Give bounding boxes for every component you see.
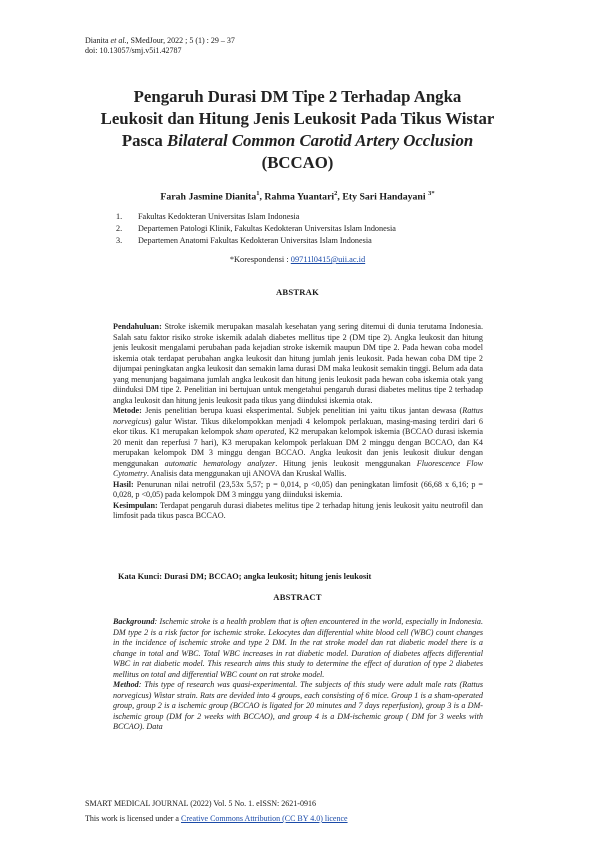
citation-details: SMedJour, 2022 ; 5 (1) : 29 – 37: [128, 36, 235, 45]
title-line-3-italic: Bilateral Common Carotid Artery Occlusion: [167, 131, 474, 150]
affiliation-item: [116, 224, 536, 235]
abstract-body: [113, 617, 483, 733]
pendahuluan-label: Pendahuluan:: [113, 322, 162, 331]
sham-term: sham operated: [235, 427, 285, 436]
title-line-2: Leukosit dan Hitung Jenis Leukosit Pada Tikus Wistar: [100, 109, 495, 128]
metode-text: . Hitung jenis leukosit menggunakan: [275, 458, 417, 468]
abstrak-pendahuluan: [113, 322, 483, 406]
background-label: Background: [113, 617, 155, 626]
affiliation-text: Departemen Patologi Klinik, Fakultas Kedokteran Universitas Islam Indonesia: [138, 224, 396, 233]
title-line-1: Pengaruh Durasi DM Tipe 2 Terhadap Angka: [133, 87, 462, 106]
license-link[interactable]: Creative Commons Attribution (CC BY 4.0) licence: [180, 814, 348, 823]
keywords: Kata Kunci: Durasi DM; BCCAO; angka leukosit; hitung jenis leukosit: [118, 572, 372, 581]
citation-etal: et al.,: [110, 36, 129, 45]
author-separator: ,: [259, 191, 265, 203]
paper-title: [60, 86, 535, 174]
author-list: [60, 190, 535, 202]
author-affiliation-mark: 2: [334, 190, 338, 197]
abstrak-kesimpulan: [113, 501, 483, 522]
author-separator: ,: [337, 191, 343, 203]
method-text: : This type of research was quasi-experimental. The subjects of this study were adult male rats (Rattus norvegicus) Wistar strain. Rats are devided into 4 groups, each consisting of 6 mice. Group 1 is a sham-operated group, group 2 is a ischemic group (BCCAO is ligated for 20 minutes and 7 days reperfusion), group 3 is a DM-ischemic group (DM for 2 weeks with BCCAO), and group 4 is a DM-ischemic group ( DM for 3 weeks with BCCAO). Data: [113, 680, 483, 731]
method-label: Method: [113, 680, 139, 689]
affiliation-number: 3.: [116, 236, 123, 245]
hasil-text: Penurunan nilai netrofil (23,53x 5,57; p = 0,014, p <0,05) dan peningkatan limfosit (66,68 x 6,16; p = 0,028, p <0,05) pada kelompok DM 3 minggu yang diinduksi iskemia.: [113, 479, 483, 499]
affiliation-number: 2.: [116, 224, 123, 233]
species-name: Rattus norvegicus: [113, 406, 483, 426]
author-name: Ety Sari Handayani: [342, 191, 429, 203]
abstrak-body: [113, 322, 483, 522]
affiliation-text: Fakultas Kedokteran Universitas Islam Indonesia: [138, 212, 300, 221]
citation-author: Dianita: [85, 36, 109, 45]
title-line-3: [60, 130, 535, 152]
metode-text: . Analisis data menggunakan uji ANOVA dan Kruskal Wallis.: [146, 469, 347, 478]
abstract-method: [113, 680, 483, 733]
abstrak-hasil: [113, 480, 483, 501]
abstract-heading: ABSTRACT: [273, 592, 322, 602]
pendahuluan-text: Stroke iskemik merupakan masalah kesehatan yang sering ditemui di dunia terutama Indonesia. Salah satu faktor risiko stroke iskemik adalah diabetes mellitus tipe 2 (DM tipe 2). Angka leukosit dan hitung jenis leukosit mengalami perubahan pada kejadian stroke iskemik maupun DM tipe 2. Pada hewan coba model iskemia otak terdapat perubahan angka leukosit dan hitung jumlah jenis leukosit. Pada hewan coba DM tipe 2 dijumpai peningkatan angka leukosit dan semakin lama durasi DM maka leukosit semakin tinggi. Belum ada data yang menunjang bagaimana jumlah angka leukosit dan hitung jenis leukosit pada hewan coba iskemia otak yang diinduksi DM tipe 2. Penelitian ini bertujuan untuk mengetahui pengaruh durasi diabetes melitus tipe 2 terhadap angka leukosit dan hitung jenis leukosit pada tikus yang diinduksi iskemia otak.: [113, 322, 483, 405]
license-prefix: This work is licensed under a: [85, 814, 181, 823]
hasil-label: Hasil:: [113, 479, 134, 489]
metode-label: Metode:: [113, 406, 142, 415]
analyzer-term: automatic hematology analyzer: [164, 458, 276, 468]
correspondence: [60, 255, 535, 264]
author-affiliation-mark: 3*: [428, 190, 435, 197]
author-name: Farah Jasmine Dianita: [160, 191, 257, 203]
title-line-4: (BCCAO): [261, 153, 334, 172]
kesimpulan-label: Kesimpulan:: [113, 500, 158, 510]
affiliation-text: Departemen Anatomi Fakultas Kedokteran Universitas Islam Indonesia: [138, 236, 372, 245]
metode-text: Jenis penelitian berupa kuasi eksperimental. Subjek penelitian ini yaitu tikus jantan dewasa (: [141, 406, 463, 415]
metode-text: , K2 merupakan kelompok iskemia (BCCAO durasi iskemia 20 menit dan reperfusi 7 hari), K3 merupakan kelompok perlakuan DM 2 minggu dengan BCCAO, dan K4 merupakan kelompok DM 3 minggu dengan BCCAO. Angka leukosit dan jenis leukosit diukur dengan menggunakan: [113, 427, 483, 468]
citation-line: [85, 36, 235, 46]
affiliation-item: [116, 236, 536, 247]
abstrak-heading: ABSTRAK: [276, 287, 319, 297]
author-name: Rahma Yuantari: [264, 191, 335, 203]
background-text: : Ischemic stroke is a health problem that is often encountered in the world, especially in Indonesia. DM type 2 is a risk factor for ischemic stroke. Lekocytes dan differential white blood cell (WBC) count changes in the incidence of ischemic stroke and type 2 DM. In the rat stroke model dan rat diabetic model there is a change in total and WBC. Total WBC increases in rat diabetic model. Duration of diabetes affects differential WBC in rat diabetic model. This research aims this study to determine the effect of duration of type 2 diabetes mellitus on total and differential WBC count on rat stroke model.: [113, 617, 483, 679]
kesimpulan-text: Terdapat pengaruh durasi diabetes melitus tipe 2 terhadap hitung jenis leukosit yaitu neutrofil dan limfosit pada tikus pasca BCCAO.: [113, 500, 483, 520]
cytometry-term: Fluorescence Flow Cytometry: [113, 458, 484, 478]
affiliation-item: [116, 212, 536, 223]
metode-text: ) galur Wistar. Tikus dikelompokkan menjadi 4 kelompok perlakuan, masing-masing terdiri dari 6 ekor tikus. K1 merupakan kelompok: [113, 416, 483, 436]
author-affiliation-mark: 1: [256, 190, 260, 197]
correspondence-label: *Korespondensi :: [229, 255, 291, 264]
title-line-3-plain: Pasca: [121, 131, 168, 150]
journal-footer: SMART MEDICAL JOURNAL (2022) Vol. 5 No. 1. eISSN: 2621-0916: [85, 799, 316, 808]
abstract-background: [113, 617, 483, 680]
correspondence-email-link[interactable]: 09711l0415@uii.ac.id: [290, 255, 366, 264]
license-footer: [85, 814, 348, 823]
doi: doi: 10.13057/smj.v5i1.42787: [85, 46, 182, 55]
affiliation-number: 1.: [116, 212, 123, 221]
abstrak-metode: [113, 406, 483, 480]
